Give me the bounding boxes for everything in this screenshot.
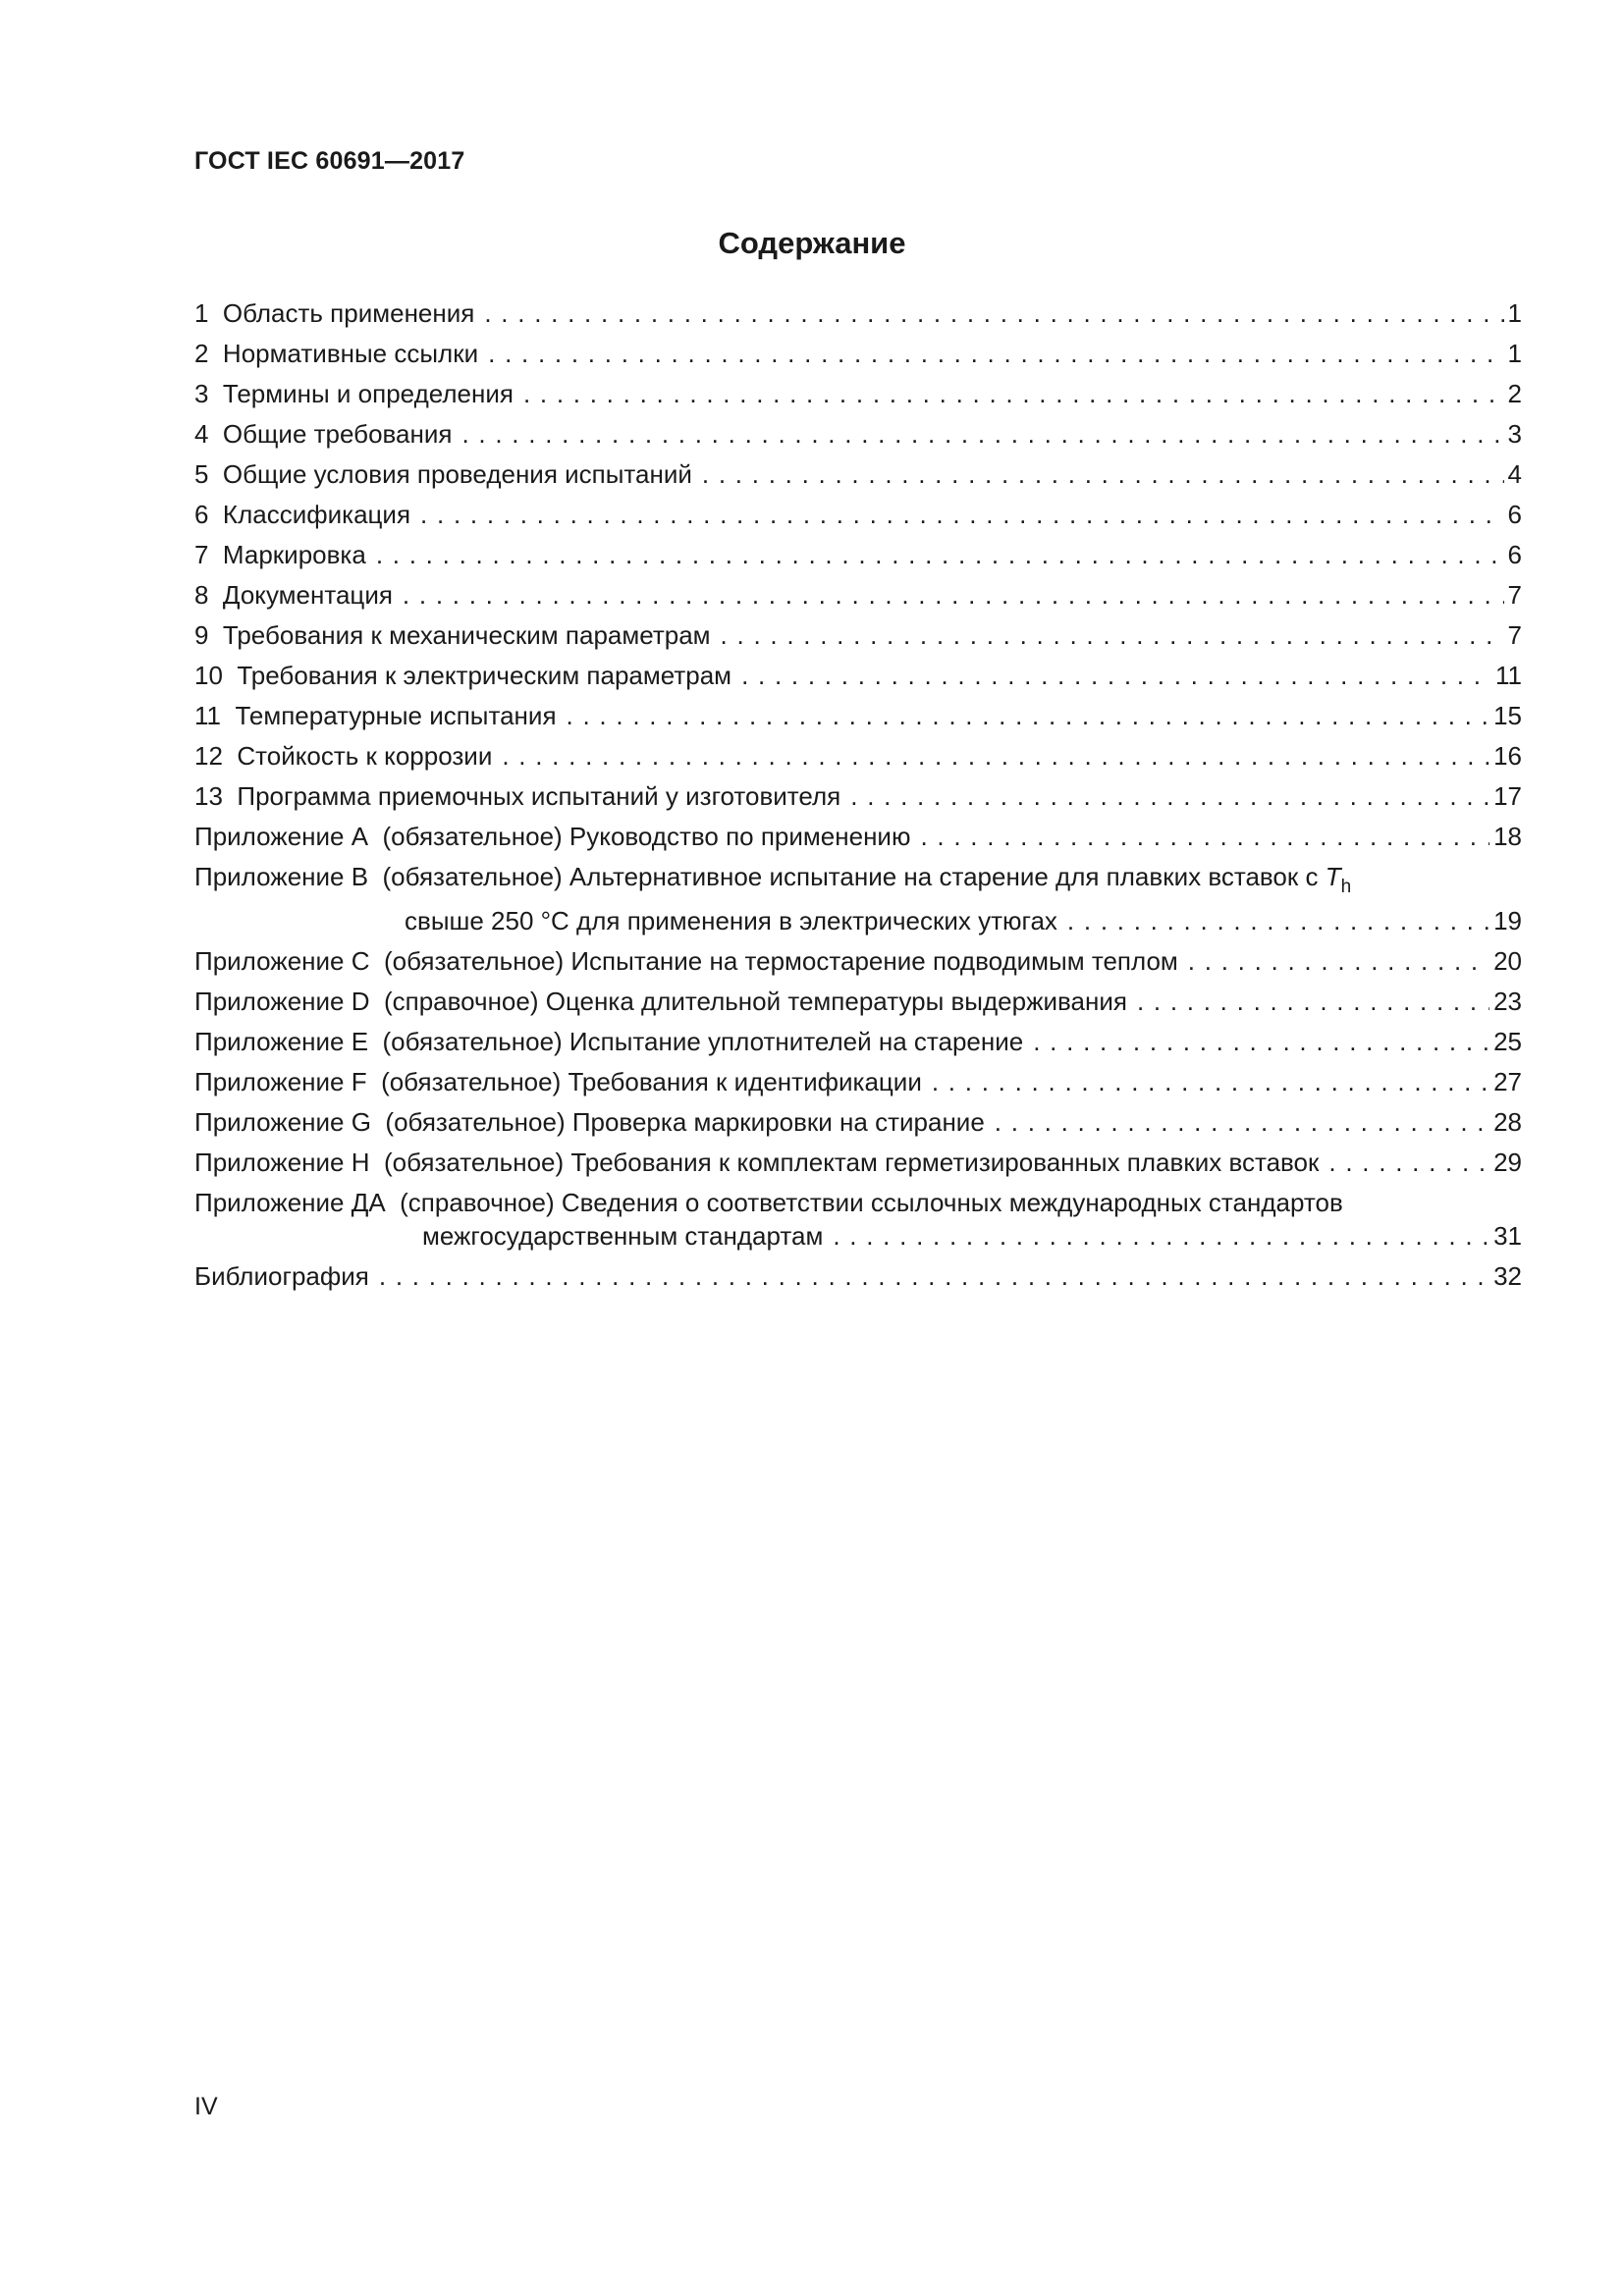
annex-title-line1: (обязательное) Альтернативное испытание на старение для плавких вставок с — [382, 862, 1319, 891]
toc-entry-number: 2 — [194, 339, 209, 368]
toc-entry[interactable] — [194, 377, 1522, 410]
annex-page: 20 — [1493, 946, 1522, 976]
toc-annex-entry[interactable] — [194, 1025, 1522, 1058]
toc-entry-page: 16 — [1493, 741, 1522, 771]
dot-leader — [1067, 904, 1489, 937]
toc-entry-number: 4 — [194, 419, 209, 449]
dot-leader — [741, 659, 1491, 692]
annex-page: 23 — [1493, 987, 1522, 1016]
annex-label: Приложение G — [194, 1107, 371, 1137]
toc-entry-page: 2 — [1507, 379, 1522, 408]
annex-label: Приложение C — [194, 946, 370, 976]
dot-leader — [502, 739, 1489, 773]
toc-annex-entry[interactable] — [194, 1146, 1522, 1179]
table-of-contents — [194, 296, 1522, 1300]
toc-entry[interactable] — [194, 618, 1522, 652]
toc-entry-page: 3 — [1507, 419, 1522, 449]
dot-leader — [567, 699, 1490, 732]
page-number: IV — [194, 2093, 218, 2120]
dot-leader — [920, 820, 1489, 853]
toc-annex-entry[interactable] — [194, 860, 1522, 937]
annex-title: (обязательное) Руководство по применению — [382, 822, 911, 851]
dot-leader — [850, 779, 1489, 813]
dot-leader — [721, 618, 1504, 652]
toc-entry[interactable] — [194, 739, 1522, 773]
annex-title: (обязательное) Требования к комплектам герметизированных плавких вставок — [383, 1148, 1320, 1177]
toc-entry-page: 7 — [1507, 620, 1522, 650]
toc-entry[interactable] — [194, 779, 1522, 813]
annex-page: 31 — [1493, 1221, 1522, 1251]
toc-entry-title: Температурные испытания — [235, 701, 557, 730]
toc-entry-number: 1 — [194, 298, 209, 328]
toc-entry-number: 9 — [194, 620, 209, 650]
dot-leader — [1033, 1025, 1489, 1058]
toc-entry[interactable] — [194, 659, 1522, 692]
toc-annex-entry[interactable] — [194, 1105, 1522, 1139]
annex-page: 27 — [1493, 1067, 1522, 1096]
toc-annex-entry[interactable] — [194, 820, 1522, 853]
toc-entry-title: Стойкость к коррозии — [237, 741, 493, 771]
toc-entry-title: Маркировка — [222, 540, 366, 569]
annex-title-line2: свыше 250 °C для применения в электрических утюгах — [405, 906, 1057, 935]
dot-leader — [702, 457, 1504, 491]
toc-entry-page: 1 — [1507, 298, 1522, 328]
dot-leader — [379, 1259, 1489, 1293]
annex-page: 28 — [1493, 1107, 1522, 1137]
toc-annex-entry[interactable] — [194, 1065, 1522, 1098]
toc-entry-number: 11 — [194, 701, 221, 730]
dot-leader — [484, 296, 1503, 330]
toc-entry-title: Требования к электрическим параметрам — [237, 661, 732, 690]
dot-leader — [403, 578, 1504, 612]
annex-page: 19 — [1493, 906, 1522, 935]
dot-leader — [420, 498, 1503, 531]
toc-entry-page: 1 — [1507, 339, 1522, 368]
annex-page: 25 — [1493, 1027, 1522, 1056]
toc-entry-title: Термины и определения — [222, 379, 514, 408]
annex-label: Приложение A — [194, 822, 369, 851]
toc-entry-page: 7 — [1507, 580, 1522, 610]
toc-entry-title: Классификация — [222, 500, 411, 529]
toc-entry-number: 3 — [194, 379, 209, 408]
dot-leader — [995, 1105, 1489, 1139]
toc-entry[interactable] — [194, 296, 1522, 330]
annex-title: (обязательное) Требования к идентификации — [381, 1067, 922, 1096]
annex-label: Приложение B — [194, 862, 369, 891]
dot-leader — [488, 337, 1503, 370]
toc-entry-title: Программа приемочных испытаний у изготовителя — [237, 781, 841, 811]
toc-entry-title: Документация — [222, 580, 393, 610]
toc-entry-number: 13 — [194, 781, 223, 811]
dot-leader — [376, 538, 1504, 571]
toc-title: Содержание — [718, 226, 906, 260]
dot-leader — [833, 1219, 1489, 1253]
annex-label: Приложение H — [194, 1148, 370, 1177]
toc-entry[interactable] — [194, 417, 1522, 451]
toc-entry-page: 6 — [1507, 500, 1522, 529]
bibliography-page: 32 — [1493, 1261, 1522, 1291]
annex-page: 29 — [1493, 1148, 1522, 1177]
toc-entry[interactable] — [194, 699, 1522, 732]
toc-entry-number: 10 — [194, 661, 223, 690]
annex-page: 18 — [1493, 822, 1522, 851]
toc-entry-number: 5 — [194, 459, 209, 489]
toc-entry[interactable] — [194, 578, 1522, 612]
toc-entry-title: Область применения — [222, 298, 475, 328]
dot-leader — [461, 417, 1503, 451]
annex-label: Приложение E — [194, 1027, 369, 1056]
toc-entry[interactable] — [194, 498, 1522, 531]
toc-entry-page: 11 — [1495, 661, 1522, 690]
dot-leader — [1137, 985, 1489, 1018]
toc-entry-page: 6 — [1507, 540, 1522, 569]
annex-title: (справочное) Оценка длительной температуры выдерживания — [383, 987, 1127, 1016]
dot-leader — [1188, 944, 1489, 978]
toc-entry-number: 8 — [194, 580, 209, 610]
dot-leader — [1328, 1146, 1489, 1179]
toc-entry-number: 7 — [194, 540, 209, 569]
dot-leader — [523, 377, 1504, 410]
annex-label: Приложение D — [194, 987, 370, 1016]
annex-title: (обязательное) Проверка маркировки на стирание — [385, 1107, 985, 1137]
bibliography-title: Библиография — [194, 1261, 369, 1291]
document-code: ГОСТ IEC 60691—2017 — [194, 147, 465, 175]
annex-label: Приложение F — [194, 1067, 367, 1096]
toc-entry-page: 4 — [1507, 459, 1522, 489]
annex-title-line1: (справочное) Сведения о соответствии ссылочных международных стандартов — [400, 1188, 1343, 1217]
toc-entry-page: 17 — [1493, 781, 1522, 811]
toc-entry[interactable] — [194, 538, 1522, 571]
annex-label: Приложение ДА — [194, 1188, 386, 1217]
toc-entry[interactable] — [194, 457, 1522, 491]
annex-title: (обязательное) Испытание на термостарение подводимым теплом — [383, 946, 1178, 976]
toc-entry-title: Общие условия проведения испытаний — [222, 459, 692, 489]
toc-entry-title: Общие требования — [222, 419, 453, 449]
toc-entry-page: 15 — [1493, 701, 1522, 730]
annex-title-line2: межгосударственным стандартам — [422, 1221, 824, 1251]
toc-entry-title: Требования к механическим параметрам — [222, 620, 711, 650]
temperature-symbol-subscript: h — [1340, 877, 1352, 897]
dot-leader — [932, 1065, 1489, 1098]
toc-annex-entry[interactable] — [194, 944, 1522, 978]
toc-bibliography-entry[interactable] — [194, 1259, 1522, 1293]
toc-entry-title: Нормативные ссылки — [222, 339, 479, 368]
toc-entry-number: 12 — [194, 741, 223, 771]
toc-entry-number: 6 — [194, 500, 209, 529]
toc-entry[interactable] — [194, 337, 1522, 370]
toc-annex-entry[interactable] — [194, 1186, 1522, 1253]
toc-annex-entry[interactable] — [194, 985, 1522, 1018]
temperature-symbol: T — [1325, 862, 1341, 891]
annex-title: (обязательное) Испытание уплотнителей на старение — [382, 1027, 1024, 1056]
